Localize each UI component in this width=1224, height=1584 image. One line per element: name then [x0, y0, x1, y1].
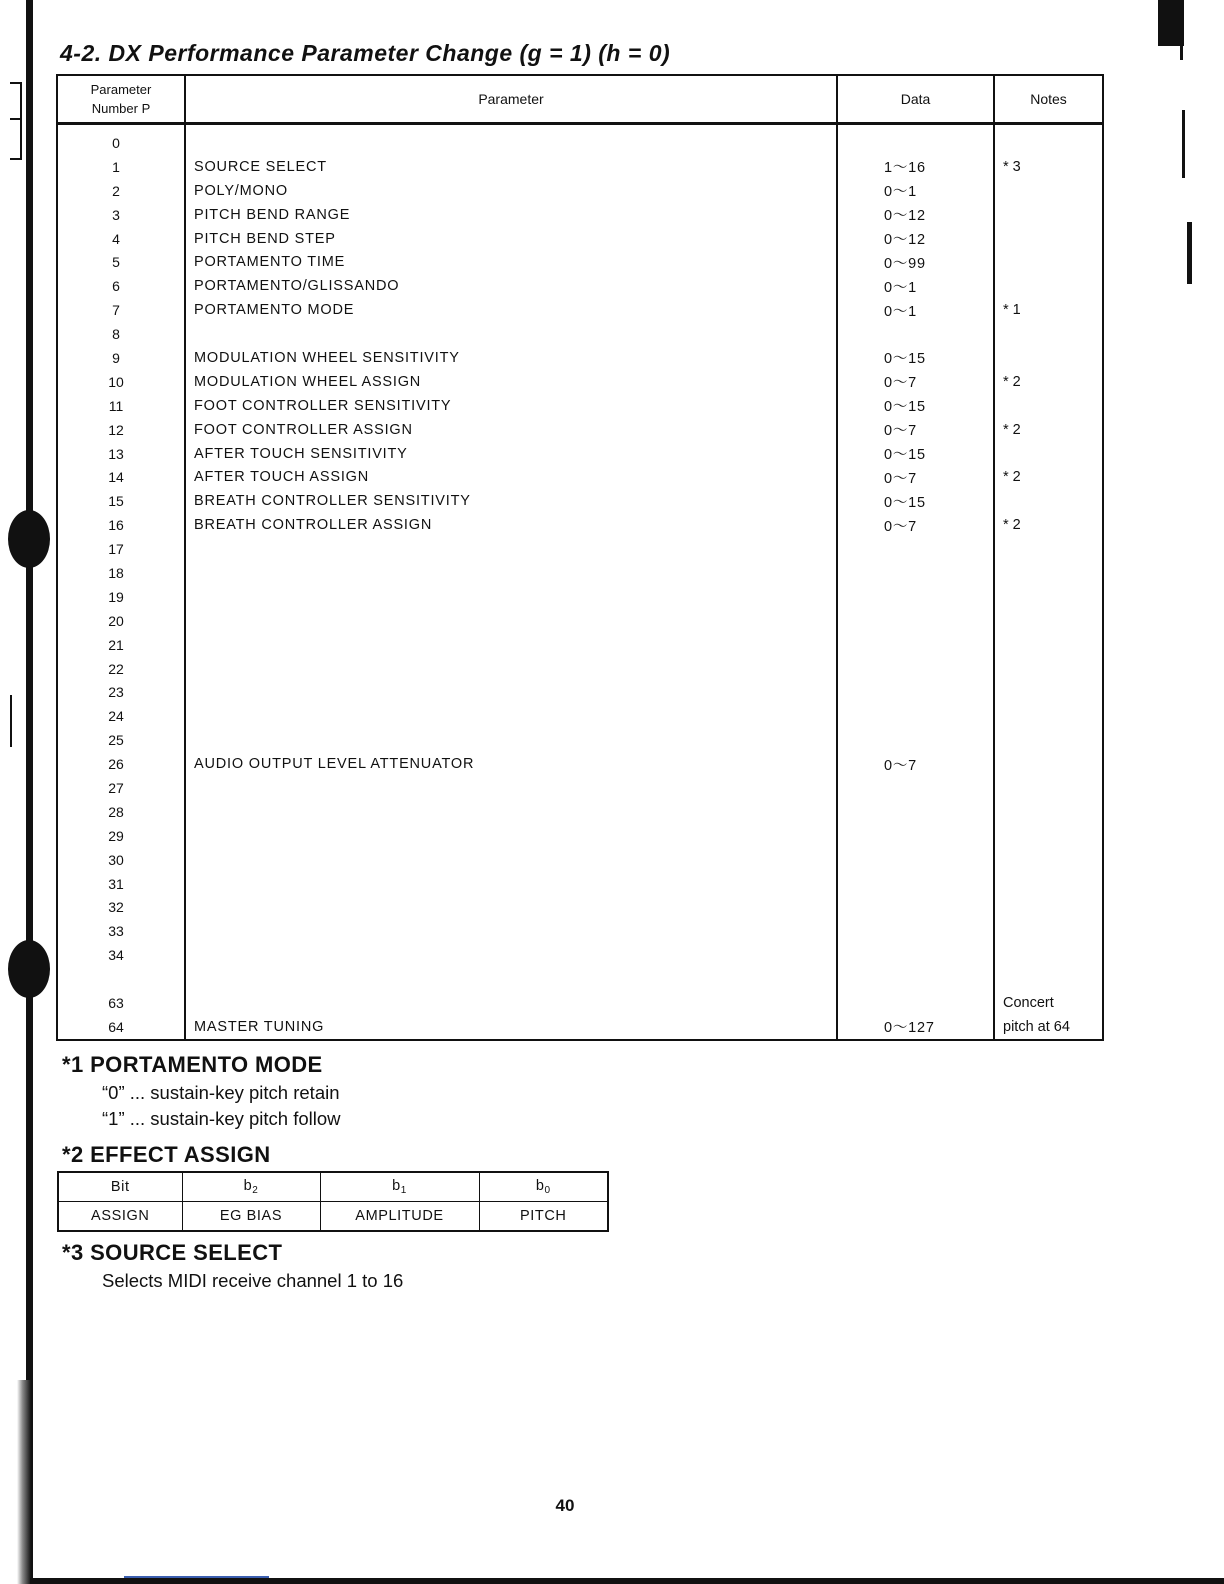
- param-note: [994, 848, 1103, 872]
- bit-b1: $b_1$: [320, 1172, 479, 1202]
- param-name: [185, 680, 837, 704]
- param-note: [994, 776, 1103, 800]
- param-number: 1: [57, 155, 185, 179]
- param-name: FOOT CONTROLLER SENSITIVITY: [185, 394, 837, 418]
- param-name: MODULATION WHEEL SENSITIVITY: [185, 346, 837, 370]
- param-note: [994, 585, 1103, 609]
- param-data: [837, 704, 994, 728]
- margin-mark: [1187, 222, 1192, 284]
- bit-label: Bit: [58, 1172, 182, 1202]
- param-name: [185, 872, 837, 896]
- param-name: [185, 991, 837, 1015]
- table-row: [57, 227, 1103, 251]
- param-number: 22: [57, 657, 185, 681]
- param-note: [994, 680, 1103, 704]
- param-data: [837, 633, 994, 657]
- param-data: 0～15: [837, 394, 994, 418]
- param-note: [994, 657, 1103, 681]
- param-number: 24: [57, 704, 185, 728]
- table-row: [57, 537, 1103, 561]
- param-note: * 2: [994, 465, 1103, 489]
- table-row: [57, 442, 1103, 466]
- param-number: 64: [57, 1015, 185, 1040]
- param-note: [994, 609, 1103, 633]
- parameter-table: [56, 74, 1104, 1041]
- param-number: 3: [57, 203, 185, 227]
- param-number: 2: [57, 179, 185, 203]
- param-number: 7: [57, 298, 185, 322]
- param-data: [837, 124, 994, 155]
- param-data: 0～1: [837, 274, 994, 298]
- param-number: 23: [57, 680, 185, 704]
- param-note: [994, 919, 1103, 943]
- param-name: [185, 943, 837, 967]
- param-note: [994, 227, 1103, 251]
- param-name: [185, 967, 837, 991]
- param-number: 9: [57, 346, 185, 370]
- param-data: 0～7: [837, 370, 994, 394]
- table-row: [57, 274, 1103, 298]
- param-note: [994, 967, 1103, 991]
- param-data: [837, 657, 994, 681]
- param-data: 0～7: [837, 418, 994, 442]
- param-number: 29: [57, 824, 185, 848]
- param-name: MODULATION WHEEL ASSIGN: [185, 370, 837, 394]
- param-note: [994, 250, 1103, 274]
- param-number: 19: [57, 585, 185, 609]
- param-name: [185, 919, 837, 943]
- param-name: FOOT CONTROLLER ASSIGN: [185, 418, 837, 442]
- param-number: 21: [57, 633, 185, 657]
- assign-pitch: PITCH: [479, 1202, 608, 1232]
- table-row: [57, 561, 1103, 585]
- table-row: [57, 1015, 1103, 1040]
- table-row: [57, 585, 1103, 609]
- param-note: [994, 800, 1103, 824]
- param-number: 33: [57, 919, 185, 943]
- bit-b0: $b_0$: [479, 1172, 608, 1202]
- param-note: [994, 179, 1103, 203]
- param-data: [837, 561, 994, 585]
- param-name: [185, 561, 837, 585]
- param-note: [994, 896, 1103, 920]
- note-portamento-title: *1 PORTAMENTO MODE: [62, 1052, 323, 1077]
- param-note: Concert: [994, 991, 1103, 1015]
- param-data: 0～1: [837, 179, 994, 203]
- assign-label: ASSIGN: [58, 1202, 182, 1232]
- param-name: [185, 776, 837, 800]
- param-number: 6: [57, 274, 185, 298]
- table-row: [57, 489, 1103, 513]
- page-number: 40: [555, 1496, 575, 1515]
- param-data: 0～1: [837, 298, 994, 322]
- param-name: POLY/MONO: [185, 179, 837, 203]
- param-note: [994, 872, 1103, 896]
- header-parameter-number: [57, 75, 185, 124]
- param-note: [994, 752, 1103, 776]
- param-number: 15: [57, 489, 185, 513]
- param-note: [994, 489, 1103, 513]
- param-data: [837, 919, 994, 943]
- param-data: 0～7: [837, 752, 994, 776]
- param-data: 1～16: [837, 155, 994, 179]
- param-name: [185, 609, 837, 633]
- param-number: 16: [57, 513, 185, 537]
- param-note: * 3: [994, 155, 1103, 179]
- param-name: [185, 896, 837, 920]
- param-note: * 2: [994, 513, 1103, 537]
- param-name: PORTAMENTO MODE: [185, 298, 837, 322]
- param-data: 0～7: [837, 513, 994, 537]
- table-row: [57, 124, 1103, 155]
- param-number: 17: [57, 537, 185, 561]
- param-name: AUDIO OUTPUT LEVEL ATTENUATOR: [185, 752, 837, 776]
- param-name: PITCH BEND STEP: [185, 227, 837, 251]
- param-name: [185, 728, 837, 752]
- param-note: * 2: [994, 418, 1103, 442]
- param-name: AFTER TOUCH SENSITIVITY: [185, 442, 837, 466]
- param-note: * 1: [994, 298, 1103, 322]
- param-name: PITCH BEND RANGE: [185, 203, 837, 227]
- table-row: [57, 322, 1103, 346]
- param-name: [185, 657, 837, 681]
- table-row: [57, 991, 1103, 1015]
- page-bottom-edge: [30, 1578, 1224, 1584]
- param-name: [185, 585, 837, 609]
- param-number: 5: [57, 250, 185, 274]
- param-name: [185, 124, 837, 155]
- param-name: [185, 800, 837, 824]
- bit-row: [58, 1172, 608, 1202]
- param-name: BREATH CONTROLLER ASSIGN: [185, 513, 837, 537]
- table-row: [57, 609, 1103, 633]
- param-note: [994, 322, 1103, 346]
- table-row: [57, 203, 1103, 227]
- param-number: 13: [57, 442, 185, 466]
- table-row: [57, 943, 1103, 967]
- param-data: [837, 943, 994, 967]
- param-name: MASTER TUNING: [185, 1015, 837, 1040]
- note-effect-title: *2 EFFECT ASSIGN: [62, 1142, 271, 1167]
- param-name: PORTAMENTO/GLISSANDO: [185, 274, 837, 298]
- effect-assign-table: [57, 1171, 609, 1232]
- param-number: 31: [57, 872, 185, 896]
- param-name: SOURCE SELECT: [185, 155, 837, 179]
- table-header-row: [57, 75, 1103, 124]
- margin-mark: [10, 695, 12, 747]
- param-number: 32: [57, 896, 185, 920]
- param-note: [994, 824, 1103, 848]
- param-number: 20: [57, 609, 185, 633]
- margin-mark: [10, 158, 22, 160]
- param-number: 8: [57, 322, 185, 346]
- binding-edge: [0, 0, 34, 1584]
- param-number: 26: [57, 752, 185, 776]
- param-data: [837, 800, 994, 824]
- param-data: [837, 848, 994, 872]
- param-number: 28: [57, 800, 185, 824]
- param-number: 30: [57, 848, 185, 872]
- punch-hole: [8, 940, 50, 998]
- table-row: [57, 752, 1103, 776]
- header-parameter: Parameter: [185, 75, 837, 124]
- page-bottom-mark: [124, 1576, 269, 1578]
- table-row: [57, 896, 1103, 920]
- param-note: [994, 346, 1103, 370]
- assign-row: [58, 1202, 608, 1232]
- param-data: [837, 967, 994, 991]
- note-portamento-line1: “0” ... sustain-key pitch retain: [102, 1082, 340, 1103]
- param-data: [837, 585, 994, 609]
- parameter-table-body: [57, 124, 1103, 1040]
- param-data: 0～7: [837, 465, 994, 489]
- param-name: [185, 824, 837, 848]
- table-row: [57, 394, 1103, 418]
- param-data: 0～15: [837, 489, 994, 513]
- param-note: [994, 704, 1103, 728]
- margin-mark: [20, 82, 22, 160]
- table-row: [57, 418, 1103, 442]
- param-number: 18: [57, 561, 185, 585]
- param-data: [837, 824, 994, 848]
- param-number: 4: [57, 227, 185, 251]
- table-row: [57, 513, 1103, 537]
- param-data: 0～15: [837, 442, 994, 466]
- param-data: [837, 322, 994, 346]
- param-number: 14: [57, 465, 185, 489]
- param-data: [837, 680, 994, 704]
- header-data: Data: [837, 75, 994, 124]
- table-row: [57, 680, 1103, 704]
- param-name: BREATH CONTROLLER SENSITIVITY: [185, 489, 837, 513]
- param-note: [994, 442, 1103, 466]
- table-row: [57, 967, 1103, 991]
- param-data: [837, 991, 994, 1015]
- param-data: 0～12: [837, 227, 994, 251]
- param-name: [185, 633, 837, 657]
- param-note: pitch at 64: [994, 1015, 1103, 1040]
- param-name: [185, 848, 837, 872]
- param-number: 10: [57, 370, 185, 394]
- bit-b2: $b_2$: [182, 1172, 320, 1202]
- table-row: [57, 704, 1103, 728]
- param-data: [837, 896, 994, 920]
- param-data: 0～127: [837, 1015, 994, 1040]
- table-row: [57, 179, 1103, 203]
- param-data: [837, 609, 994, 633]
- param-data: 0～15: [837, 346, 994, 370]
- punch-hole: [8, 510, 50, 568]
- table-row: [57, 824, 1103, 848]
- assign-eg-bias: EG BIAS: [182, 1202, 320, 1232]
- table-row: [57, 346, 1103, 370]
- table-row: [57, 298, 1103, 322]
- param-number: [57, 967, 185, 991]
- param-name: PORTAMENTO TIME: [185, 250, 837, 274]
- param-data: [837, 537, 994, 561]
- table-row: [57, 848, 1103, 872]
- page-title: 4-2. DX Performance Parameter Change (g = 1) (h = 0): [60, 40, 671, 66]
- header-number-line2: Number P: [91, 101, 151, 116]
- param-data: 0～12: [837, 203, 994, 227]
- param-note: [994, 537, 1103, 561]
- param-number: 34: [57, 943, 185, 967]
- table-row: [57, 633, 1103, 657]
- param-note: [994, 561, 1103, 585]
- param-note: [994, 394, 1103, 418]
- param-note: [994, 203, 1103, 227]
- table-row: [57, 370, 1103, 394]
- table-row: [57, 465, 1103, 489]
- table-row: [57, 657, 1103, 681]
- param-data: [837, 872, 994, 896]
- param-note: [994, 633, 1103, 657]
- param-name: [185, 704, 837, 728]
- param-number: 63: [57, 991, 185, 1015]
- table-row: [57, 728, 1103, 752]
- param-number: 0: [57, 124, 185, 155]
- note-source-title: *3 SOURCE SELECT: [62, 1240, 283, 1265]
- header-number-line1: Parameter: [90, 82, 152, 97]
- param-note: [994, 728, 1103, 752]
- header-notes: Notes: [994, 75, 1103, 124]
- param-data: 0～99: [837, 250, 994, 274]
- param-note: * 2: [994, 370, 1103, 394]
- param-note: [994, 124, 1103, 155]
- param-data: [837, 728, 994, 752]
- param-data: [837, 776, 994, 800]
- margin-mark: [1182, 110, 1185, 178]
- table-row: [57, 872, 1103, 896]
- param-note: [994, 274, 1103, 298]
- param-name: [185, 537, 837, 561]
- table-row: [57, 776, 1103, 800]
- note-portamento-line2: “1” ... sustain-key pitch follow: [102, 1108, 341, 1129]
- table-row: [57, 250, 1103, 274]
- table-row: [57, 155, 1103, 179]
- param-note: [994, 943, 1103, 967]
- margin-mark: [1158, 0, 1184, 46]
- table-row: [57, 800, 1103, 824]
- param-number: 27: [57, 776, 185, 800]
- param-number: 11: [57, 394, 185, 418]
- table-row: [57, 919, 1103, 943]
- note-source-line: Selects MIDI receive channel 1 to 16: [102, 1270, 404, 1291]
- margin-mark: [1180, 46, 1183, 60]
- param-name: AFTER TOUCH ASSIGN: [185, 465, 837, 489]
- margin-mark: [10, 118, 22, 120]
- param-name: [185, 322, 837, 346]
- assign-amplitude: AMPLITUDE: [320, 1202, 479, 1232]
- param-number: 12: [57, 418, 185, 442]
- param-number: 25: [57, 728, 185, 752]
